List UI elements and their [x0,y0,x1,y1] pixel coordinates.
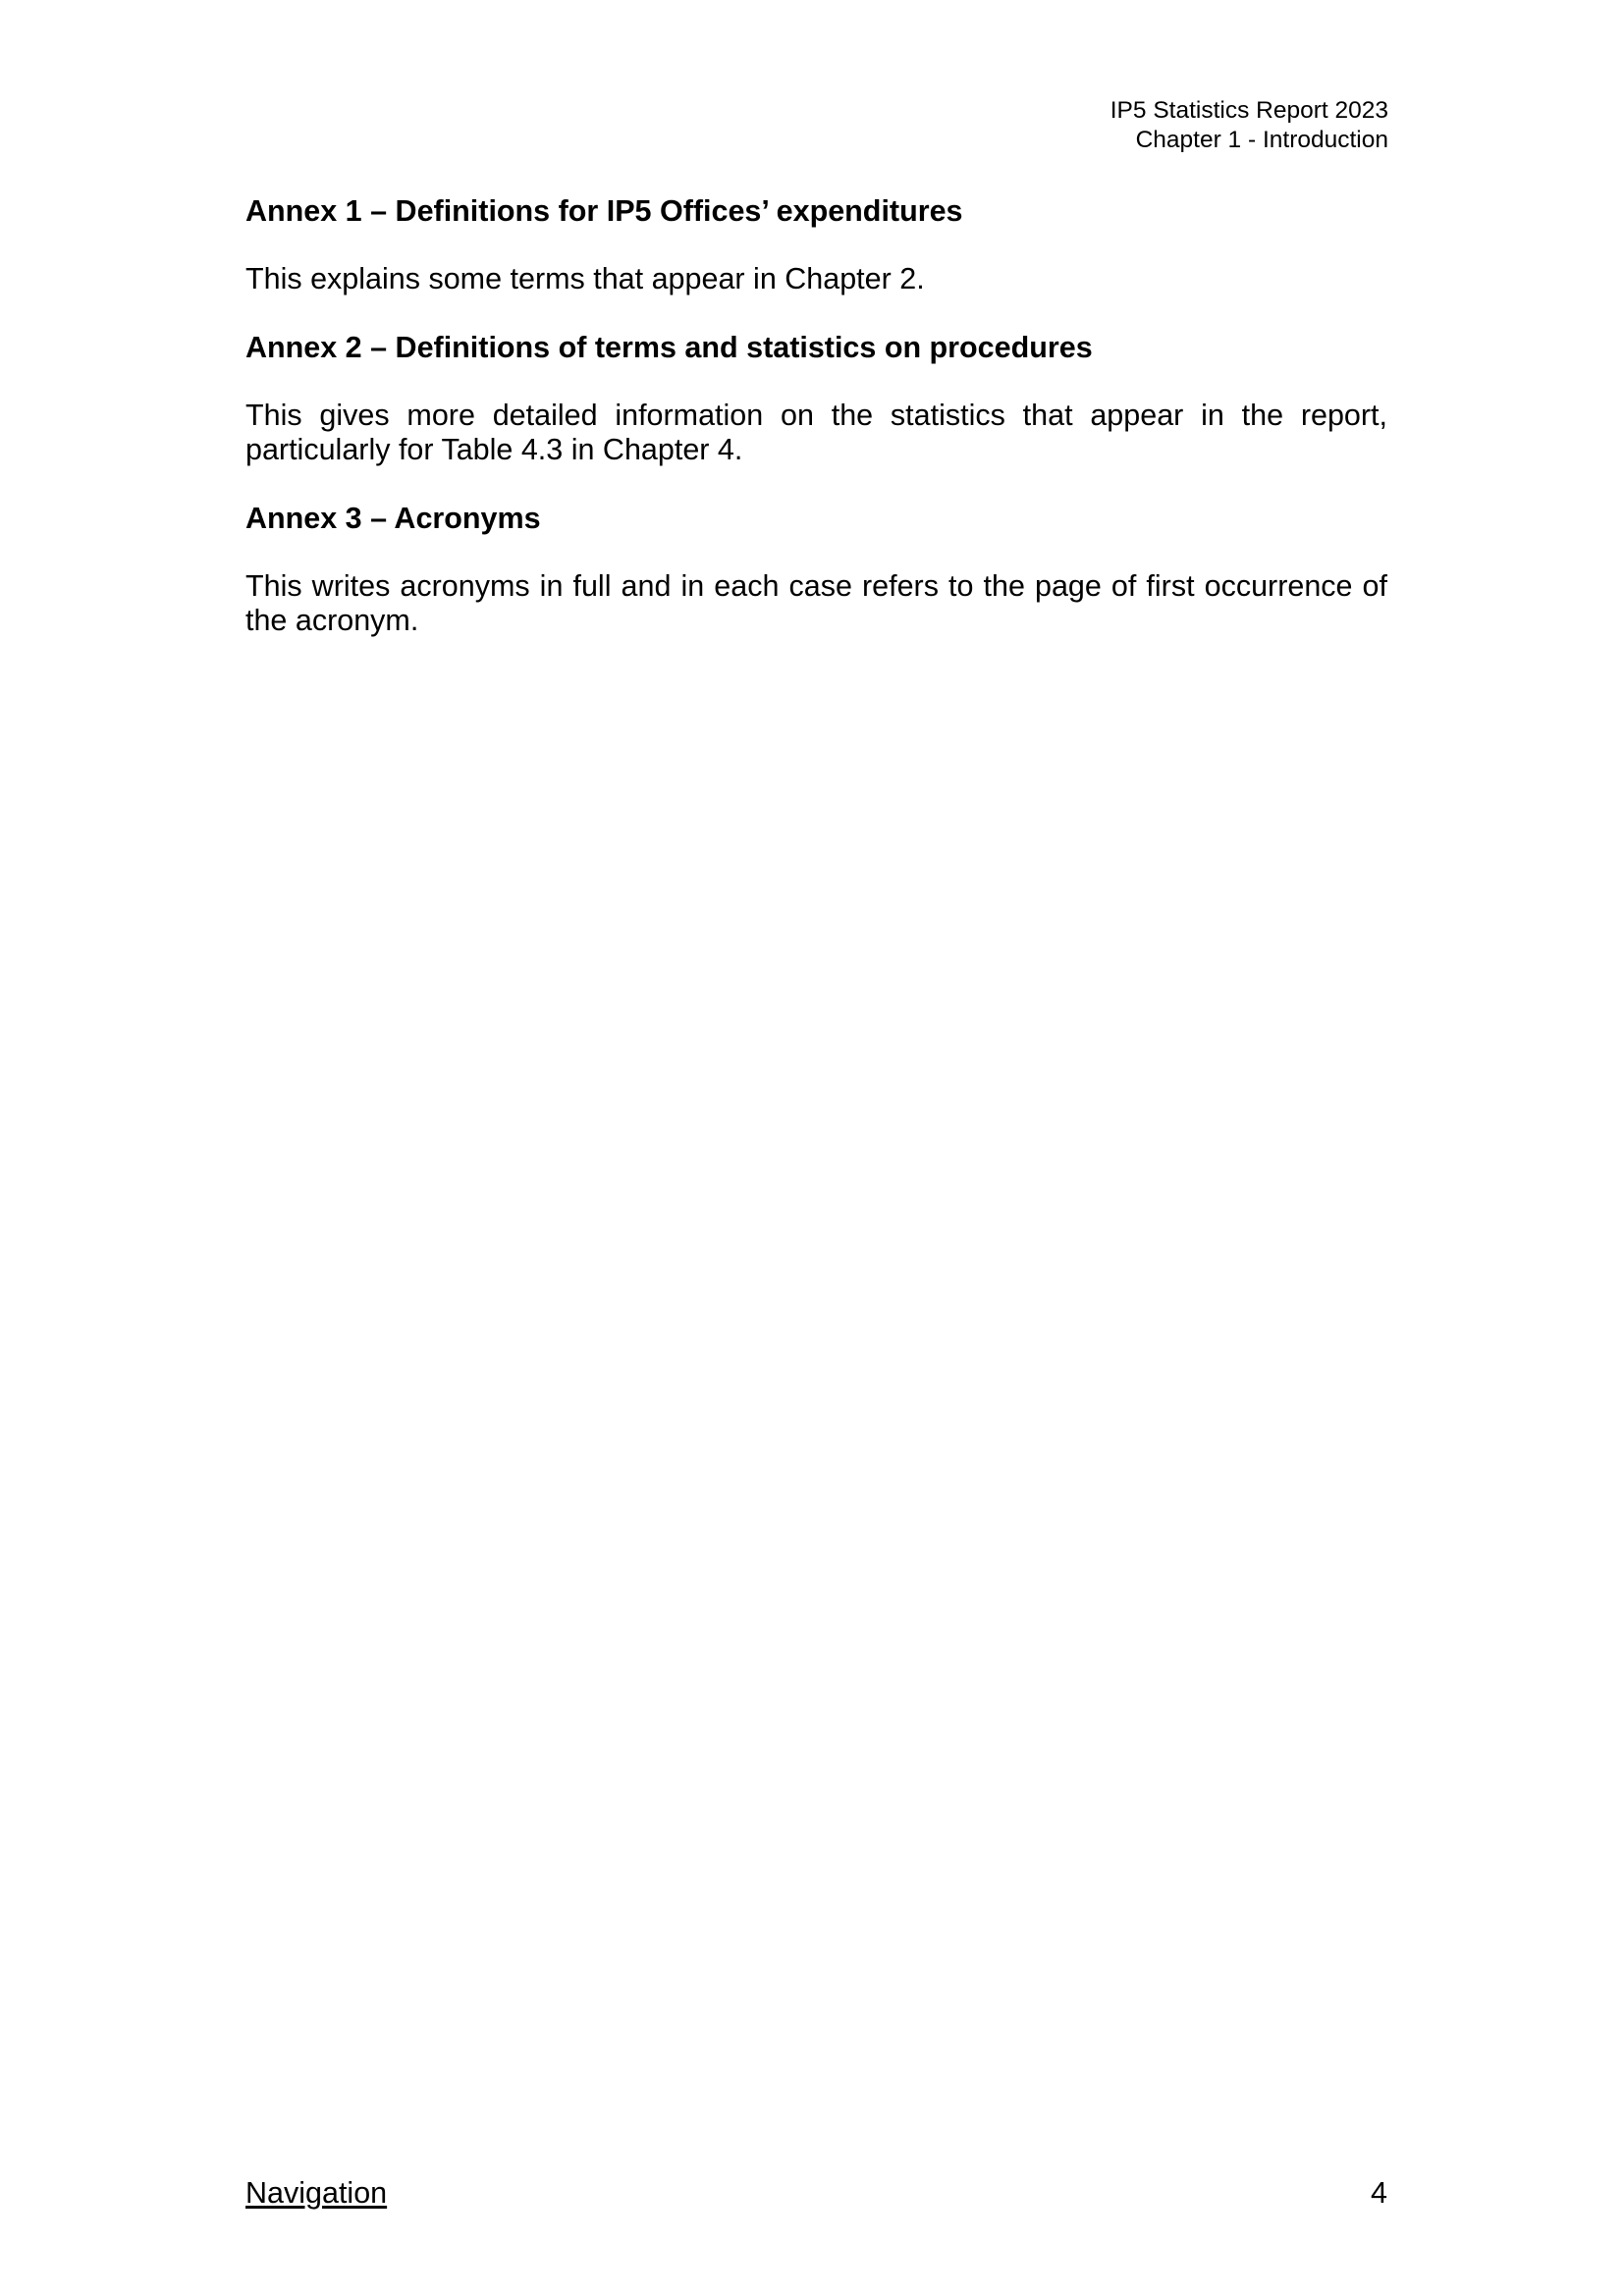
annex-description: This explains some terms that appear in Chapter 2. [245,262,925,295]
annex-description: This writes acronyms in full and in each case refers to the page of first occurrence of the acronym. [245,569,1387,637]
page-footer [245,2175,1387,2211]
annex-heading: Annex 1 – Definitions for IP5 Offices’ expenditures [245,194,963,228]
annex-heading: Annex 3 – Acronyms [245,502,541,535]
annex-description: This gives more detailed information on the statistics that appear in the report, particularly for Table 4.3 in Chapter 4. [245,399,1387,466]
annex-2 [245,330,1387,467]
annex-1 [245,193,1387,296]
navigation-link[interactable]: Navigation [245,2176,388,2210]
chapter-title: Chapter 1 - Introduction [1135,127,1388,153]
page-number: 4 [1371,2176,1387,2210]
running-header [701,96,1388,155]
annex-3 [245,501,1387,638]
annex-heading: Annex 2 – Definitions of terms and statistics on procedures [245,331,1093,364]
report-title: IP5 Statistics Report 2023 [1110,97,1388,124]
annex-list [245,193,1387,671]
